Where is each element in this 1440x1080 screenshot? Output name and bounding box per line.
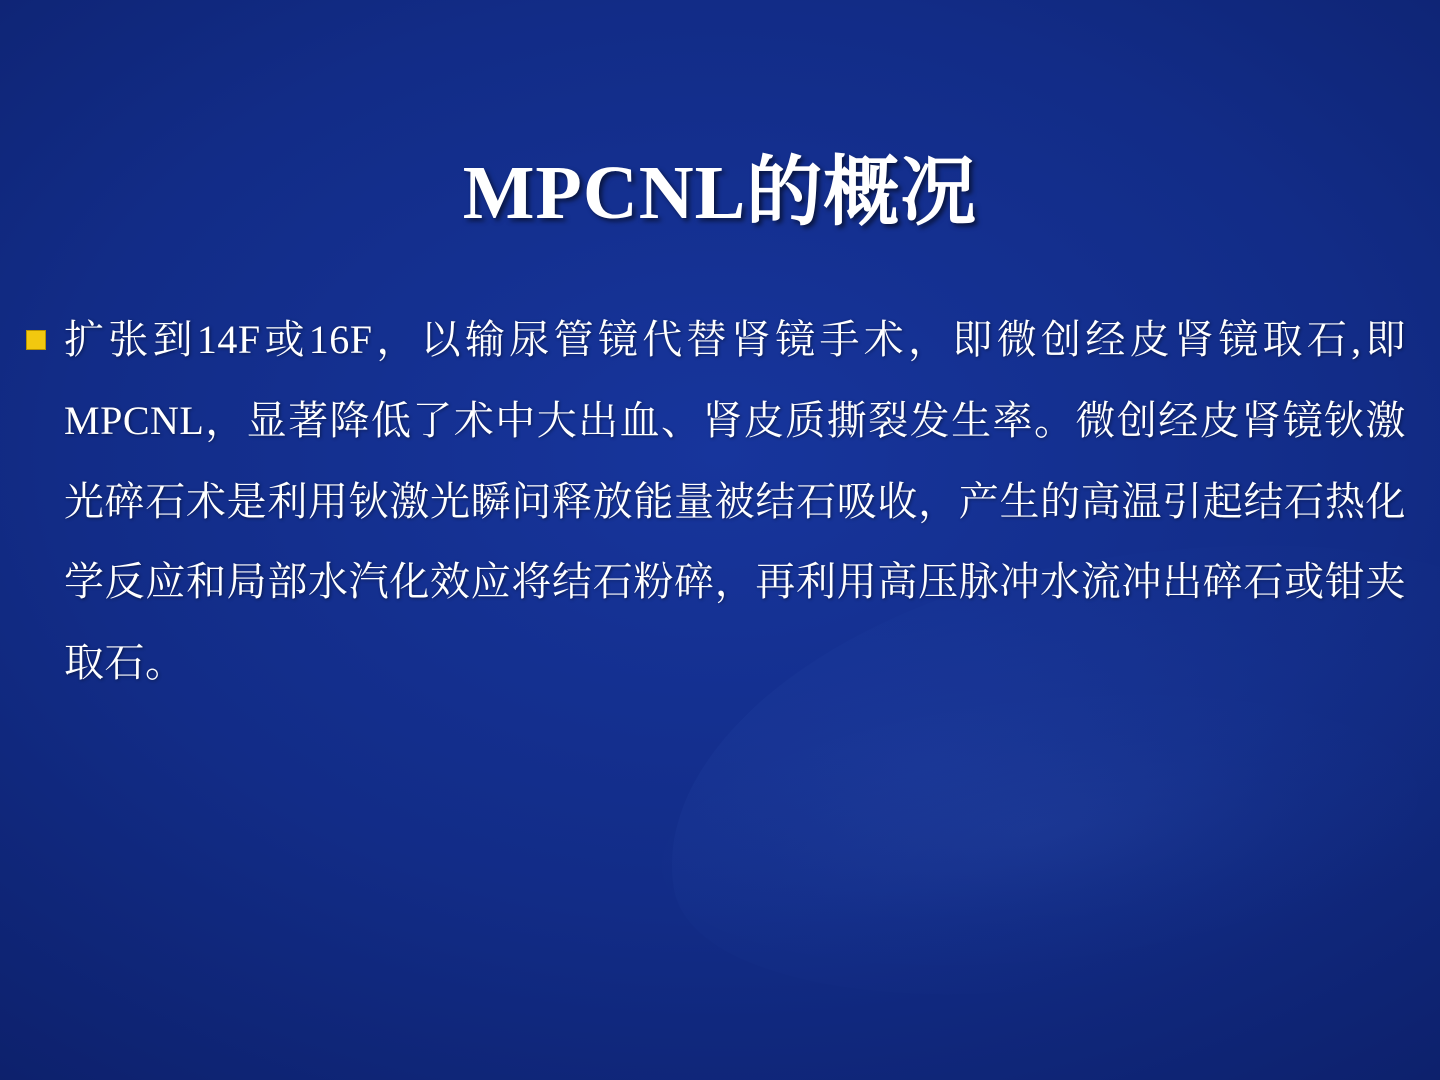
square-bullet-icon — [26, 330, 46, 350]
slide-body — [16, 300, 1406, 704]
bullet-paragraph: 扩张到14F或16F，以输尿管镜代替肾镜手术，即微创经皮肾镜取石,即MPCNL，显著降低了术中大出血、肾皮质撕裂发生率。微创经皮肾镜钬激光碎石术是利用钬激光瞬问释放能量被结石吸收，产生的高温引起结石热化学反应和局部水汽化效应将结石粉碎，再利用高压脉冲水流冲出碎石或钳夹取石。 — [64, 317, 1406, 686]
list-item — [16, 300, 1406, 704]
slide-title: MPCNL的概况 — [462, 151, 978, 235]
background-swoosh-lower — [648, 661, 1431, 999]
